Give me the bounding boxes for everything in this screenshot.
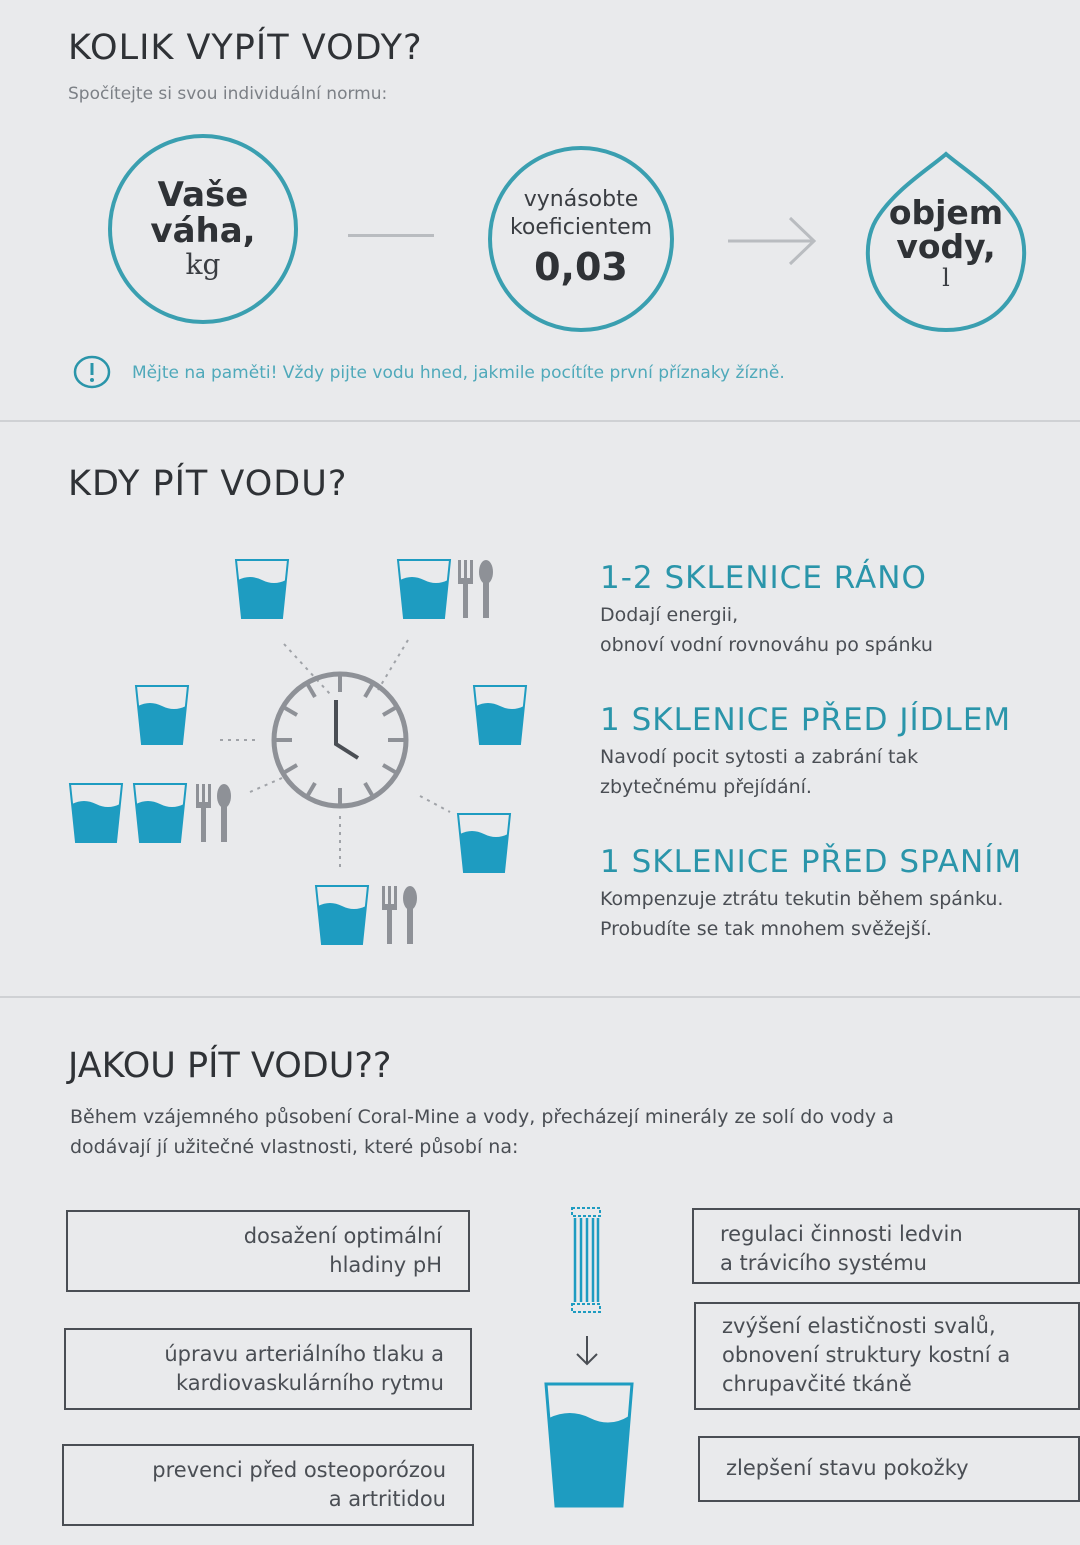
clock-icon [274,674,406,806]
benefit-box-line: kardiovaskulárního rytmu [175,1371,444,1395]
coefficient-label-2: koeficientem [509,215,653,240]
benefit-box [66,1210,470,1292]
benefit-box-line: hladiny pH [329,1253,442,1277]
benefit-box-line: a trávicího systému [720,1251,927,1275]
divider-2 [0,996,1080,998]
benefit-box [692,1208,1080,1284]
weight-label-1: Vaše [157,175,249,215]
volume-unit: l [942,264,950,292]
glass-icon [70,784,122,842]
timing-before-meal-desc-1: Navodí pocit sytosti a zabrání tak [600,746,919,768]
timing-morning-desc-2: obnoví vodní rovnováhu po spánku [600,634,933,656]
benefit-box-line: zvýšení elastičnosti svalů, [722,1314,996,1338]
arrow-right-icon [728,214,820,268]
cutlery-icon [196,784,231,842]
divider-1 [0,420,1080,422]
filter-to-glass-diagram [540,1204,640,1534]
volume-text [858,193,1034,292]
glass-icon [458,814,510,872]
benefit-box [698,1436,1080,1502]
note-text: Mějte na paměti! Vždy pijte vodu hned, jakmile pocítíte první příznaky žízně. [132,363,785,383]
benefit-box [62,1444,474,1526]
coral-mine-stick-icon [572,1208,600,1312]
clock-diagram [60,540,540,960]
coefficient-value: 0,03 [534,245,628,289]
benefit-box-line: obnovení struktury kostní a [722,1343,1011,1367]
section3-intro [70,1102,894,1162]
exclamation-circle-icon [72,354,112,390]
glass-icon [398,560,450,618]
cutlery-icon [382,886,417,944]
benefit-box-line: zlepšení stavu pokožky [726,1456,969,1480]
benefit-box-line: úpravu arteriálního tlaku a [164,1342,444,1366]
section3-intro-2: dodávají jí užitečné vlastnosti, které působí na: [70,1136,519,1158]
benefit-box-line: prevenci před osteoporózou [152,1458,446,1482]
benefit-box [64,1328,472,1410]
timing-morning-title: 1-2 SKLENICE RÁNO [600,560,927,596]
arrow-down-icon [577,1336,597,1364]
benefit-box [694,1302,1080,1410]
timing-before-sleep-title: 1 SKLENICE PŘED SPANÍM [600,844,1023,880]
section1-subtitle: Spočítejte si svou individuální normu: [68,84,388,104]
glass-icon [316,886,368,944]
section1-title: KOLIK VYPÍT VODY? [68,28,423,68]
glass-icon [474,686,526,744]
glass-icon [134,784,186,842]
section2-title: KDY PÍT VODU? [68,464,348,504]
timing-before-sleep-desc-2: Probudíte se tak mnohem svěžejší. [600,918,932,940]
volume-label-2: vody, [896,227,996,266]
section3-title: JAKOU PÍT VODU?? [68,1046,392,1086]
volume-label-1: objem [888,193,1004,232]
timing-before-sleep [600,844,1022,944]
cutlery-icon [458,560,493,618]
timing-before-meal [600,702,1011,802]
timing-before-sleep-desc-1: Kompenzuje ztrátu tekutin během spánku. [600,888,1004,910]
benefit-box-line: dosažení optimální [243,1224,442,1248]
timing-before-meal-desc-2: zbytečnému přejídání. [600,776,812,798]
water-glass-icon [546,1384,632,1506]
benefit-box-line: regulaci činnosti ledvin [720,1222,963,1246]
benefit-box-line: chrupavčité tkáně [722,1372,912,1396]
benefit-box-line: a artritidou [328,1487,446,1511]
glass-icon [136,686,188,744]
coefficient-circle [488,146,674,332]
section3-intro-1: Během vzájemného působení Coral-Mine a vody, přecházejí minerály ze solí do vody a [70,1106,894,1128]
glass-icon [236,560,288,618]
weight-label-2: váha, [150,211,256,251]
timing-morning [600,560,933,660]
weight-unit: kg [185,248,221,281]
weight-circle [108,134,298,324]
timing-morning-desc-1: Dodají energii, [600,604,739,626]
minus-sign [348,234,434,237]
coefficient-label-1: vynásobte [523,187,639,212]
timing-before-meal-title: 1 SKLENICE PŘED JÍDLEM [600,702,1012,738]
